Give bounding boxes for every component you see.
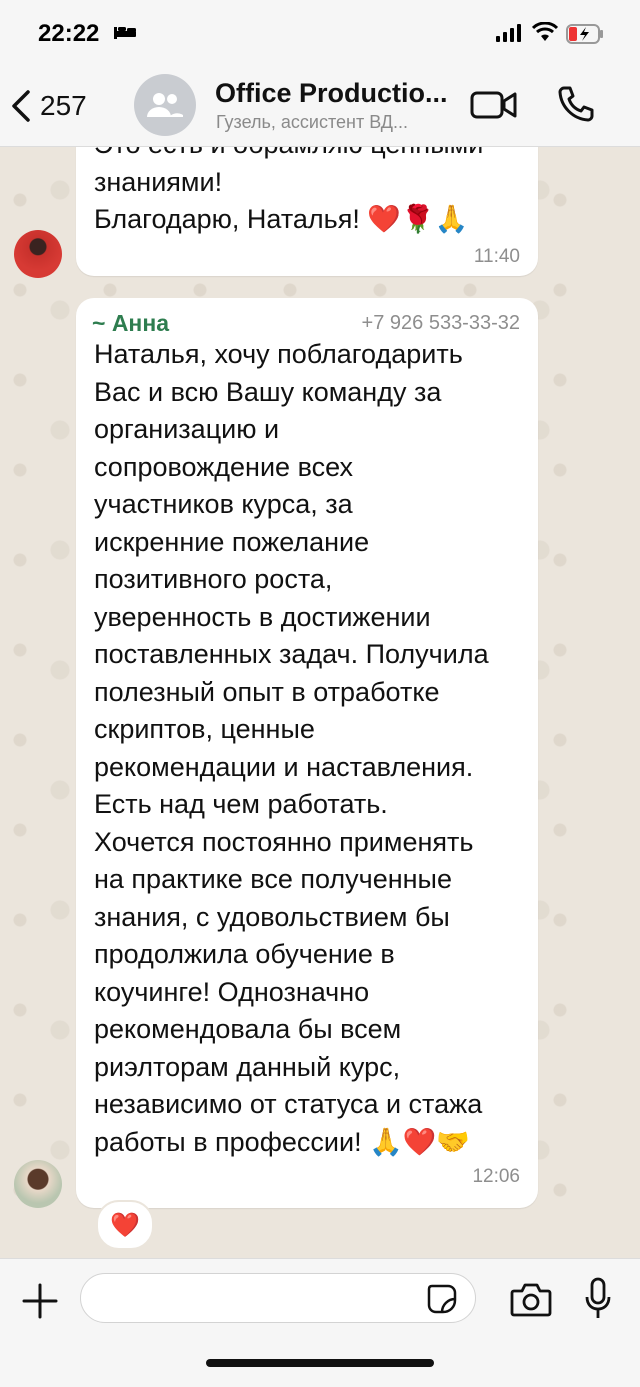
- avatar[interactable]: [14, 230, 62, 278]
- home-indicator: [206, 1359, 434, 1367]
- reaction-badge[interactable]: [96, 1200, 154, 1250]
- unread-count: 257: [40, 90, 87, 121]
- message-time: 11:40: [473, 246, 520, 267]
- message-input[interactable]: [80, 1273, 476, 1323]
- message-time: 12:06: [472, 1166, 520, 1187]
- input-bar: [0, 1258, 640, 1387]
- sender-name[interactable]: ~ Анна: [92, 310, 170, 336]
- chat-title[interactable]: Office Productio...: [215, 78, 448, 108]
- cellular-signal-icon: [496, 24, 522, 42]
- phone-icon[interactable]: [556, 84, 596, 124]
- chat-header: [0, 66, 640, 147]
- camera-icon[interactable]: [510, 1281, 552, 1317]
- sleep-mode-icon: [114, 25, 136, 39]
- group-avatar[interactable]: [134, 74, 196, 136]
- message-text: знаниями! Благодарю, Наталья! ❤️🌹🙏: [94, 166, 469, 234]
- group-icon: [145, 91, 185, 119]
- heart-reaction: ❤️: [110, 1211, 140, 1239]
- sticker-icon[interactable]: [426, 1283, 458, 1315]
- video-camera-icon[interactable]: [470, 88, 518, 122]
- chat-subtitle[interactable]: Гузель, ассистент ВД...: [216, 112, 408, 132]
- sender-phone[interactable]: +7 926 533-33-32: [361, 312, 520, 334]
- avatar[interactable]: [14, 1160, 62, 1208]
- wifi-icon: [532, 22, 558, 42]
- status-time: 22:22: [38, 20, 100, 47]
- plus-icon[interactable]: [20, 1281, 60, 1321]
- microphone-icon[interactable]: [584, 1277, 612, 1321]
- back-button[interactable]: [10, 80, 110, 132]
- message-text: Наталья, хочу поблагодарить Вас и всю Вашу команду за организацию и сопровождение всех участников курса, за искренние пожелание позитивного роста, уверенность в достижении поставленных задач. Получила полезный опыт в отработке скриптов, ценные рекомендации и наставления. Есть над чем работать. Хочется постоянно применять на практике все полученные знания, с удовольствием бы продолжила обучение в коучинге! Однозначно рекомендовала бы всем риэлторам данный курс, независимо от статуса и стажа работы в профессии! 🙏❤️🤝: [94, 339, 489, 1157]
- status-bar: [0, 0, 640, 66]
- battery-low-icon: [566, 24, 604, 44]
- message-bubble[interactable]: [76, 298, 538, 1208]
- chevron-left-icon: [10, 89, 32, 123]
